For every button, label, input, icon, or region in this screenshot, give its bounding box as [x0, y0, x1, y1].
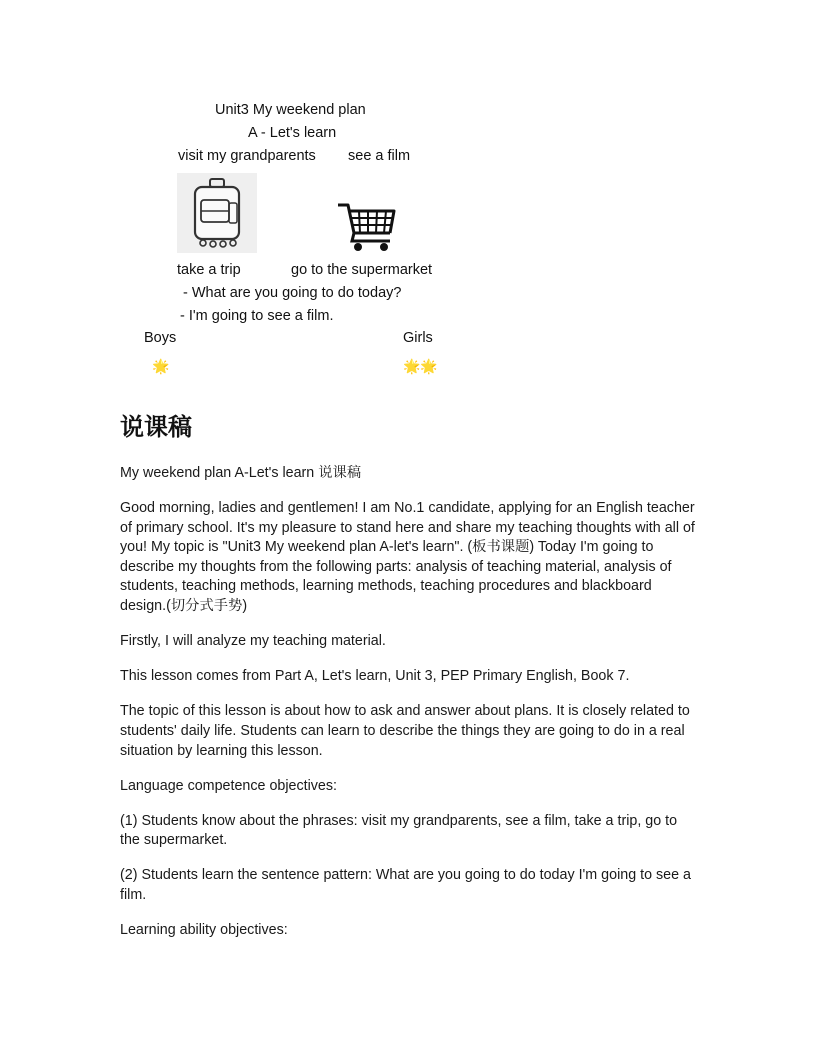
phrase-take-trip: take a trip — [177, 262, 241, 278]
star-icon: 🌟🌟 — [403, 358, 438, 374]
phrase-see-film: see a film — [348, 148, 411, 164]
team-boys-label: Boys — [144, 330, 177, 346]
paragraph: Learning ability objectives: — [120, 922, 288, 939]
phrase-visit-grandparents: visit my grandparents — [178, 148, 316, 164]
paragraph: The topic of this lesson is about how to ask and answer about plans. It is closely related to students' daily life. Students can learn to describe the things they are going to do in a real situation by learning this lesson. — [120, 703, 690, 759]
board-subtitle: A - Let's learn — [248, 125, 337, 141]
page-heading: 说课稿 — [120, 413, 192, 441]
blackboard-design — [0, 0, 816, 400]
paragraph: (1) Students know about the phrases: visit my grandparents, see a film, take a trip, go to the supermarket. — [120, 812, 678, 849]
shopping-cart-icon — [336, 201, 398, 253]
paragraph: Firstly, I will analyze my teaching material. — [120, 633, 386, 650]
paragraph: My weekend plan A-Let's learn 说课稿 — [120, 465, 362, 481]
paragraph: (2) Students learn the sentence pattern: What are you going to do today I'm going to see a film. — [120, 867, 691, 903]
board-title: Unit3 My weekend plan — [215, 102, 366, 118]
paragraph: This lesson comes from Part A, Let's learn, Unit 3, PEP Primary English, Book 7. — [120, 668, 630, 685]
suitcase-icon — [177, 173, 257, 253]
team-girls-label: Girls — [403, 330, 433, 346]
paragraph: Language competence objectives: — [120, 777, 337, 794]
sentence-question: - What are you going to do today? — [183, 285, 402, 301]
document-body — [120, 464, 700, 956]
star-icon: 🌟 — [152, 358, 170, 374]
phrase-go-supermarket: go to the supermarket — [291, 262, 433, 278]
sentence-answer: - I'm going to see a film. — [180, 308, 334, 324]
paragraph: Good morning, ladies and gentlemen! I am No.1 candidate, applying for an English teacher of primary school. It's my pleasure to stand here and share my teaching thoughts with all of you! My topic is "Unit3 My weekend plan A-let's learn". (板书课题) Today I'm going to describe my thoughts from the following parts: analysis of teaching material, analysis of students, teaching methods, learning methods, teaching procedures and blackboard design.(切分式手势) — [120, 500, 695, 615]
